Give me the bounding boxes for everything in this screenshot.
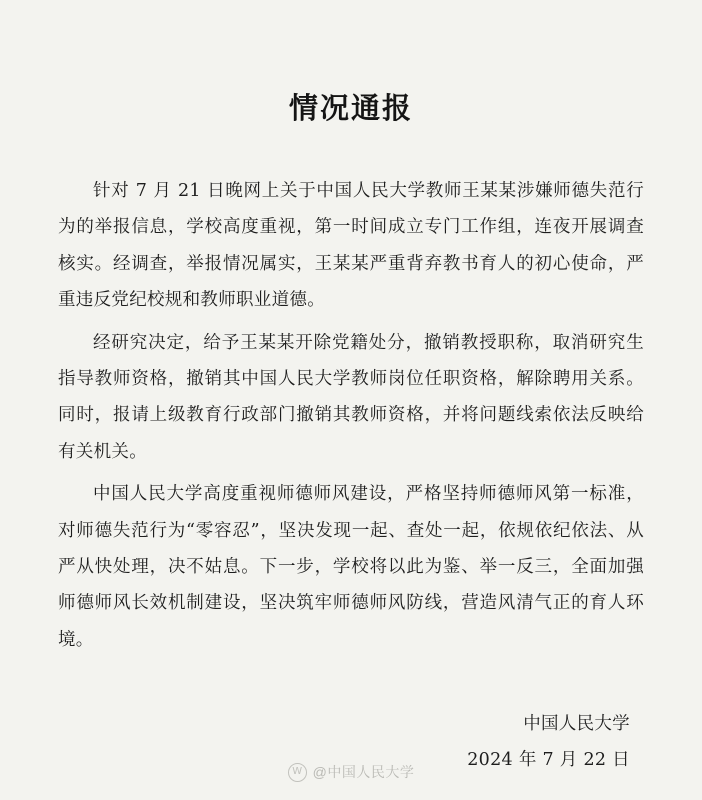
signature-organization: 中国人民大学 — [523, 714, 630, 735]
paragraph-2: 经研究决定，给予王某某开除党籍处分，撤销教授职称，取消研究生指导教师资格，撤销其中国人民大学教师岗位任职资格，解除聘用关系。同时，报请上级教育行政部门撤销其教师资格，并将问题线索依法反映给有关机关。 — [58, 332, 644, 462]
weibo-icon: W — [288, 763, 307, 782]
page-title: 情况通报 — [288, 91, 413, 125]
watermark — [0, 762, 702, 782]
signature-date: 2024 年 7 月 22 日 — [467, 750, 630, 771]
paragraph-1: 针对 7 月 21 日晚网上关于中国人民大学教师王某某涉嫌师德失范行为的举报信息，学校高度重视，第一时间成立专门工作组，连夜开展调查核实。经调查，举报情况属实，王某某严重背弃教书育人的初心使命，严重违反党纪校规和教师职业道德。 — [58, 181, 644, 311]
watermark-label: @中国人民大学 — [312, 764, 415, 780]
document-body — [58, 173, 644, 664]
paragraph-3: 中国人民大学高度重视师德师风建设，严格坚持师德师风第一标准，对师德失范行为“零容忍”，坚决发现一起、查处一起，依规依纪依法、从严从快处理，决不姑息。下一步，学校将以此为鉴、举一反三，全面加强师德师风长效机制建设，坚决筑牢师德师风防线，营造风清气正的育人环境。 — [58, 484, 644, 650]
